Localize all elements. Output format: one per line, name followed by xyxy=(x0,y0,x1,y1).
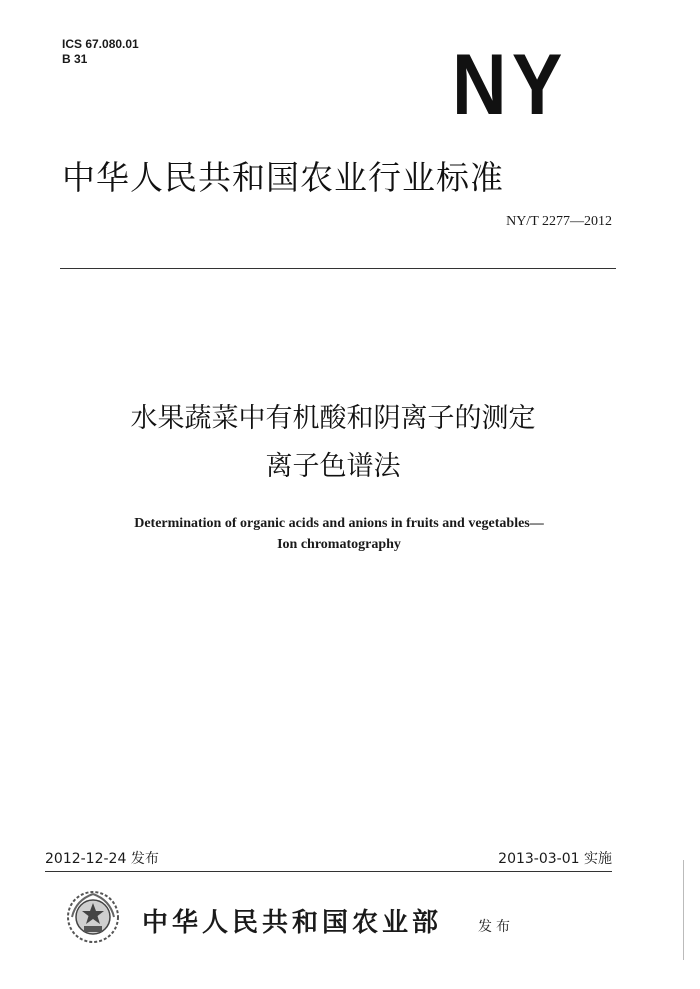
issuing-ministry: 中华人民共和国农业部 xyxy=(142,908,443,938)
issue-date-block xyxy=(45,848,159,868)
divider-bottom xyxy=(45,871,612,872)
implement-date: 2013-03-01 xyxy=(498,851,580,867)
chinese-title-line1: 水果蔬菜中有机酸和阴离子的测定 xyxy=(130,403,536,434)
standard-category-title: 中华人民共和国农业行业标准 xyxy=(62,158,504,197)
english-title-line2: Ion chromatography xyxy=(277,537,401,552)
ics-classification xyxy=(62,37,139,67)
implement-label: 实施 xyxy=(584,851,612,867)
standard-code: NY/T 2277—2012 xyxy=(506,214,612,229)
ics-code: ICS 67.080.01 xyxy=(62,37,139,51)
english-title-line1: Determination of organic acids and anions in fruits and vegetables— xyxy=(134,516,544,531)
ccs-code: B 31 xyxy=(62,52,88,66)
national-emblem-icon xyxy=(66,890,120,944)
implement-date-block xyxy=(498,848,612,868)
ny-logo: NY xyxy=(452,37,568,133)
scan-edge-mark xyxy=(683,860,684,960)
divider-top xyxy=(60,268,616,269)
issue-date: 2012-12-24 xyxy=(45,851,127,867)
publish-label: 发布 xyxy=(478,919,514,935)
chinese-title-line2: 离子色谱法 xyxy=(265,451,401,482)
issue-label: 发布 xyxy=(130,851,159,867)
